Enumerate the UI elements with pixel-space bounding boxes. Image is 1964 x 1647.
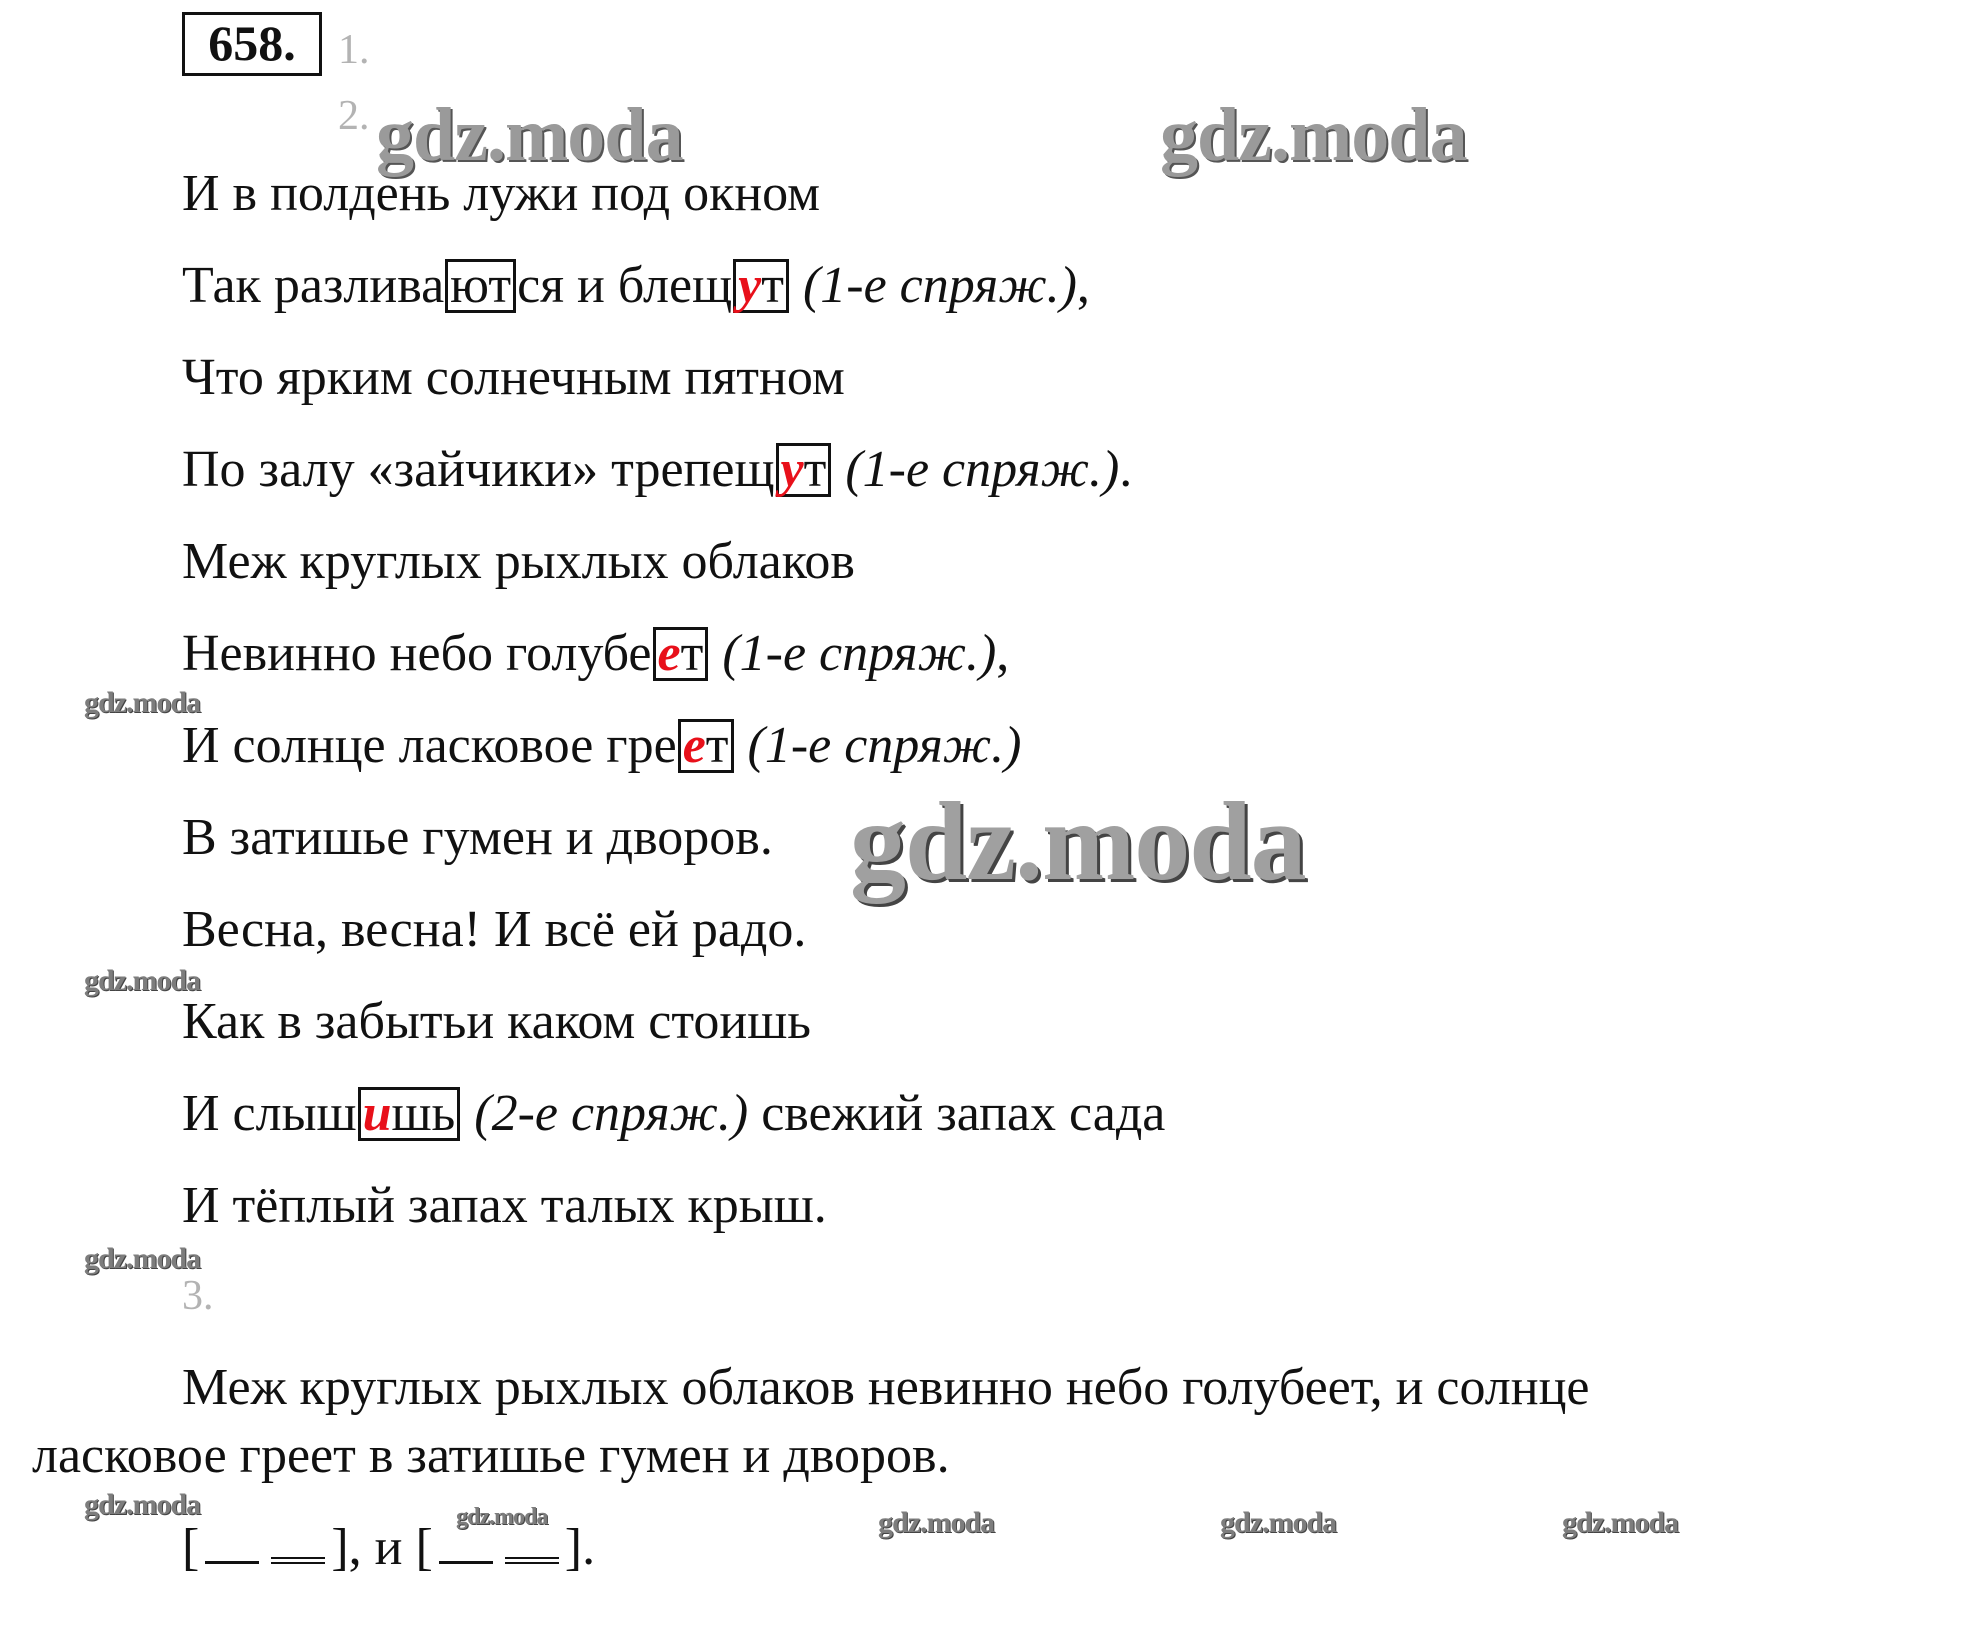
scheme-bracket: [ — [182, 1519, 200, 1576]
watermark: gdz.moda — [84, 1488, 201, 1521]
conjugation-note: (1-е спряж.) — [789, 257, 1077, 314]
poem-line-text: По залу «зайчики» трепещ — [182, 441, 775, 498]
poem-line-text: В затишье гумен и дворов. — [182, 809, 773, 866]
poem-line-10 — [182, 992, 811, 1052]
poem-line-7 — [182, 716, 1021, 776]
watermark: gdz.moda — [1160, 93, 1467, 177]
ending-rest: т — [680, 625, 704, 682]
ending-vowel: е — [657, 625, 681, 682]
poem-line-text: И в полдень лужи под окном — [182, 165, 821, 222]
ending-box — [653, 627, 709, 681]
ending-box — [733, 259, 789, 313]
poem-line-2 — [182, 256, 1090, 316]
subject-underline — [205, 1555, 259, 1564]
scheme-bracket: ]. — [564, 1519, 596, 1576]
ending-rest: т — [761, 257, 784, 314]
poem-line-5 — [182, 532, 855, 592]
poem-line-12 — [182, 1176, 827, 1236]
predicate-underline — [271, 1555, 325, 1564]
conjugation-note: (1-е спряж.) — [709, 625, 997, 682]
conjugation-note: (2-е спряж.) — [461, 1085, 749, 1142]
ending-rest: т — [803, 441, 827, 498]
predicate-underline — [505, 1555, 559, 1564]
watermark: gdz.moda — [1562, 1506, 1679, 1539]
watermark: gdz.moda — [878, 1506, 995, 1539]
scheme-bracket: ], и [ — [331, 1519, 433, 1576]
poem-line-text: Невинно небо голубе — [182, 625, 652, 682]
poem-line-text: И слыш — [182, 1085, 357, 1142]
poem-line-9 — [182, 900, 806, 960]
ending-rest: т — [705, 717, 729, 774]
ending-vowel: и — [362, 1085, 392, 1142]
watermark: gdz.moda — [84, 964, 201, 997]
punctuation: , — [1076, 257, 1090, 314]
watermark: gdz.moda — [850, 780, 1306, 904]
ending-vowel: у — [738, 257, 762, 314]
poem-line-8 — [182, 808, 773, 868]
ending-vowel: у — [780, 441, 804, 498]
poem-line-text: Так разлива — [182, 257, 445, 314]
conjugation-note: (1-е спряж.) — [734, 717, 1022, 774]
poem-line-11 — [182, 1084, 1165, 1144]
watermark: gdz.moda — [456, 1504, 548, 1530]
ending-box — [358, 1087, 461, 1141]
sentence-line-2: ласковое греет в затишье гумен и дворов. — [32, 1427, 950, 1484]
punctuation: , — [996, 625, 1010, 682]
ending-box — [776, 443, 832, 497]
ending-box — [445, 259, 516, 313]
poem-line-text: И солнце ласковое гре — [182, 717, 677, 774]
poem-line-text: Как в забытьи каком стоишь — [182, 993, 811, 1050]
conjugation-note: (1-е спряж.) — [832, 441, 1120, 498]
poem-line-text: Меж круглых рыхлых облаков — [182, 533, 855, 590]
item-number-3: 3. — [182, 1273, 214, 1319]
punctuation: . — [1119, 441, 1133, 498]
poem-line-text: свежий запах сада — [748, 1085, 1166, 1142]
sentence-line-1: Меж круглых рыхлых облаков невинно небо голубеет, и солнце — [182, 1359, 1590, 1416]
ending-text: ют — [450, 257, 512, 314]
watermark: gdz.moda — [1220, 1506, 1337, 1539]
poem-line-text: И тёплый запах талых крыш. — [182, 1177, 827, 1234]
poem-line-text: ся и блещ — [517, 257, 733, 314]
watermark: gdz.moda — [84, 686, 201, 719]
task-number: 658. — [182, 12, 322, 76]
ending-rest: шь — [391, 1085, 456, 1142]
poem-line-3 — [182, 348, 845, 408]
watermark: gdz.moda — [376, 93, 683, 177]
ending-vowel: е — [682, 717, 706, 774]
ending-box — [678, 719, 734, 773]
poem-line-text: Весна, весна! И всё ей радо. — [182, 901, 807, 958]
item-number-1: 1. — [338, 27, 370, 73]
poem-line-text: Что ярким солнечным пятном — [182, 349, 845, 406]
poem-line-4 — [182, 440, 1132, 500]
watermark: gdz.moda — [84, 1242, 201, 1275]
subject-underline — [439, 1555, 493, 1564]
item-number-2: 2. — [338, 93, 370, 139]
poem-line-6 — [182, 624, 1009, 684]
